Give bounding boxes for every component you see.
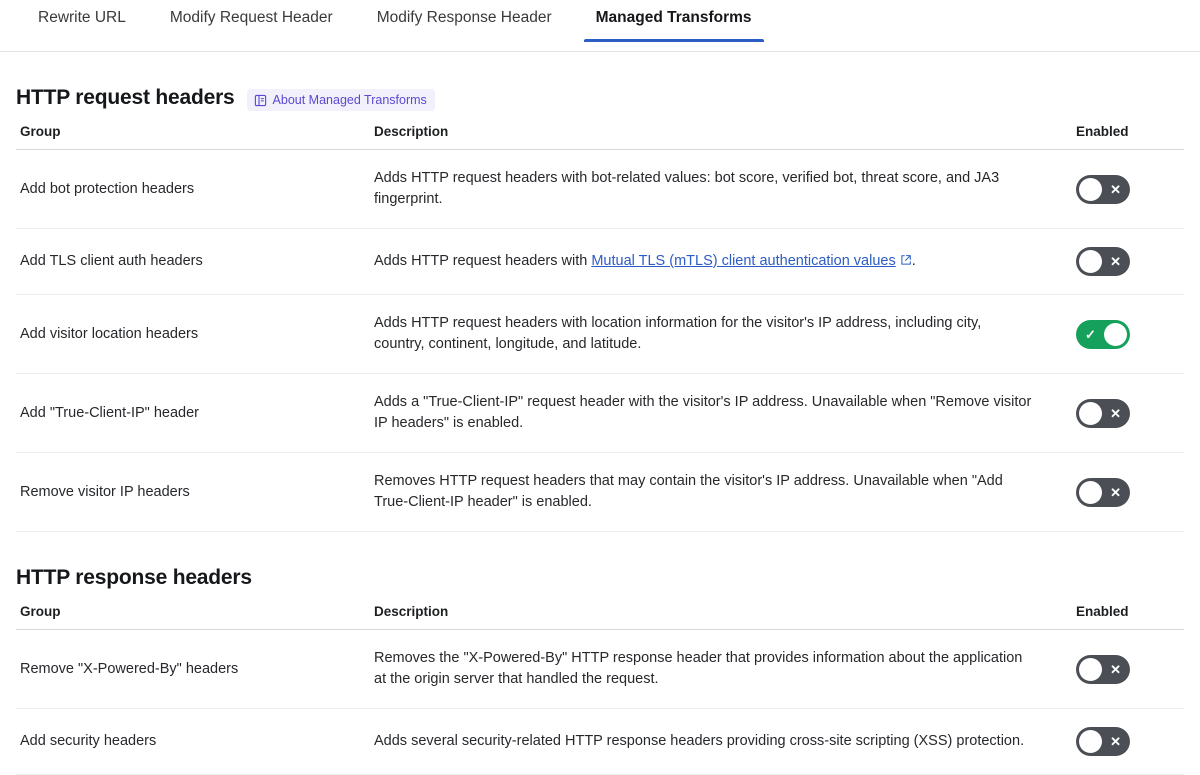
row-description: Adds HTTP request headers with bot-related values: bot score, verified bot, threat score, and JA3 fingerprint.: [374, 150, 1074, 229]
external-link-icon: [900, 252, 912, 273]
tab-rewrite-url[interactable]: Rewrite URL: [38, 9, 126, 26]
toggle-knob: [1079, 178, 1102, 201]
row-enabled-cell: [1074, 453, 1184, 532]
response-section-header: [16, 566, 1184, 590]
row-group-name: Add "True-Client-IP" header: [16, 374, 374, 453]
row-description: [374, 229, 1074, 295]
column-header-description: Description: [374, 604, 1074, 630]
toggle-mark: ✕: [1110, 405, 1121, 421]
page-title-response: HTTP response headers: [16, 566, 252, 589]
transform-rules-tabs: [0, 0, 1200, 52]
toggle-add-visitor-location-headers[interactable]: [1076, 320, 1130, 349]
mtls-client-auth-values-link[interactable]: Mutual TLS (mTLS) client authentication values: [591, 252, 896, 269]
toggle-add-bot-protection-headers[interactable]: [1076, 175, 1130, 204]
tab-modify-request-header[interactable]: Modify Request Header: [169, 9, 333, 26]
row-description: Removes the "X-Powered-By" HTTP response header that provides information about the application at the origin server that handled the request.: [374, 630, 1074, 709]
table-row: [16, 630, 1184, 709]
column-header-group: Group: [16, 124, 374, 150]
row-group-name: Remove visitor IP headers: [16, 453, 374, 532]
book-icon: [254, 94, 267, 107]
column-header-group: Group: [16, 604, 374, 630]
row-enabled-cell: [1074, 374, 1184, 453]
toggle-knob: [1104, 323, 1127, 346]
row-group-name: Add visitor location headers: [16, 295, 374, 374]
row-description: Removes HTTP request headers that may contain the visitor's IP address. Unavailable when "Add True-Client-IP header" is enabled.: [374, 453, 1074, 532]
request-section-header: [16, 86, 1184, 110]
page-title-request: HTTP request headers: [16, 86, 235, 109]
row-group-name: Add TLS client auth headers: [16, 229, 374, 295]
toggle-mark: ✕: [1110, 734, 1121, 749]
row-group-name: Remove "X-Powered-By" headers: [16, 630, 374, 709]
toggle-mark: ✕: [1110, 254, 1121, 269]
row-description-prefix: Adds HTTP request headers with: [374, 252, 592, 269]
table-row: [16, 150, 1184, 229]
table-row: [16, 295, 1184, 374]
table-row: [16, 374, 1184, 453]
about-managed-transforms-link[interactable]: [247, 89, 435, 111]
table-row: [16, 453, 1184, 532]
row-enabled-cell: [1074, 229, 1184, 295]
column-header-enabled: Enabled: [1074, 124, 1184, 150]
row-group-name: Add security headers: [16, 709, 374, 775]
row-enabled-cell: [1074, 295, 1184, 374]
tab-modify-response-header[interactable]: Modify Response Header: [376, 9, 552, 26]
toggle-remove-x-powered-by-headers[interactable]: [1076, 655, 1130, 684]
table-row: [16, 229, 1184, 295]
toggle-add-tls-client-auth-headers[interactable]: [1076, 247, 1130, 276]
tab-managed-transforms[interactable]: Managed Transforms: [574, 6, 774, 42]
response-headers-table: [16, 604, 1184, 775]
http-response-headers-section: [0, 566, 1200, 775]
row-description: Adds a "True-Client-IP" request header with the visitor's IP address. Unavailable when "Remove visitor IP headers" is enabled.: [374, 374, 1074, 453]
row-description: Adds HTTP request headers with location information for the visitor's IP address, including city, country, continent, longitude, and latitude.: [374, 295, 1074, 374]
table-header-row: [16, 124, 1184, 150]
toggle-knob: [1079, 250, 1102, 273]
toggle-mark: ✕: [1110, 661, 1121, 677]
row-enabled-cell: [1074, 630, 1184, 709]
row-description: Adds several security-related HTTP response headers providing cross-site scripting (XSS) protection.: [374, 709, 1074, 775]
row-description-suffix: .: [911, 252, 916, 269]
http-request-headers-section: [0, 86, 1200, 532]
request-headers-table: [16, 124, 1184, 532]
toggle-knob: [1079, 402, 1102, 425]
toggle-remove-visitor-ip-headers[interactable]: [1076, 478, 1130, 507]
row-enabled-cell: [1074, 150, 1184, 229]
toggle-mark: ✕: [1110, 181, 1121, 197]
column-header-enabled: Enabled: [1074, 604, 1184, 630]
about-managed-transforms-label: About Managed Transforms: [272, 93, 427, 107]
toggle-knob: [1079, 481, 1102, 504]
toggle-add-true-client-ip-header[interactable]: [1076, 399, 1130, 428]
column-header-description: Description: [374, 124, 1074, 150]
toggle-mark: ✕: [1110, 484, 1121, 500]
table-header-row: [16, 604, 1184, 630]
toggle-mark: ✓: [1085, 326, 1096, 342]
row-group-name: Add bot protection headers: [16, 150, 374, 229]
toggle-knob: [1079, 658, 1102, 681]
